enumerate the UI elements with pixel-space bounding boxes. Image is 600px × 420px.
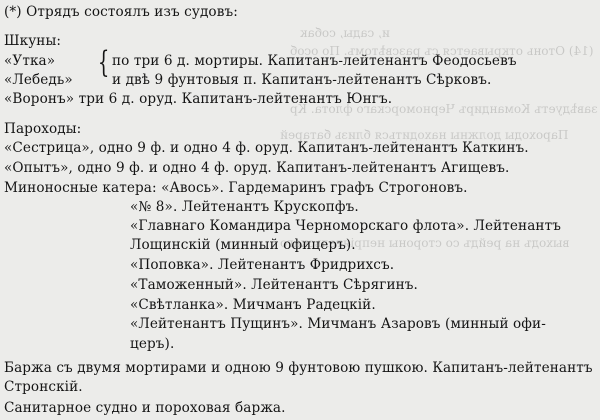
torpedo-boats-line: Миноносные катера: «Авось». Гардемаринъ графъ Строгоновъ. (4, 180, 468, 196)
vessel-popovka: «Поповка». Лейтенантъ Фридрихсъ. (130, 257, 395, 273)
vessel-pushchin: «Лейтенантъ Пущинъ». Мичманъ Азаровъ (минный офи- (130, 316, 546, 332)
footnote-intro: (*) Отрядъ состоялъ изъ судовъ: (4, 4, 238, 20)
vessel-utka-detail: по три 6 д. мортиры. Капитанъ-лейтенантъ Феодосьевъ (112, 53, 517, 69)
sanitary-line: Санитарное судно и пороховая баржа. (4, 400, 286, 416)
grouping-brace: { (97, 45, 110, 80)
vessel-lebed-name: «Лебедь» (4, 72, 73, 88)
stronsky-line: Стронскій. (4, 379, 83, 395)
loshchinsky-line: Лощинскій (минный офицеръ). (130, 237, 356, 253)
vessel-sestritsa: «Сестрица», одно 9 ф. и одно 4 ф. оруд. Капитанъ-лейтенантъ Каткинъ. (4, 140, 529, 156)
bleed-through-line: завѣдуетъ Командиръ Черноморскаго флота. Кр (290, 102, 598, 116)
vessel-voron: «Воронъ» три 6 д. оруд. Капитанъ-лейтенантъ Юнгъ. (4, 91, 393, 107)
vessel-lebed-detail: и двѣ 9 фунтовыя п. Капитанъ-лейтенантъ Сѣрковъ. (112, 72, 492, 88)
vessel-customs: «Таможенный». Лейтенантъ Сѣрягинъ. (130, 277, 418, 293)
bleed-through-line: (14) Отонь открывается съ разсвѣтомъ. По особ (290, 44, 594, 58)
bleed-through-line: и, сады, собак (300, 26, 390, 40)
vessel-commander-boat: «Главнаго Командира Черноморскаго флота». Лейтенантъ (130, 218, 561, 234)
bleed-through-line: выходъ на рейдъ со стороны непріятельскаго (280, 236, 570, 250)
bleed-through-line: Пароходы должны находиться близь батарей (280, 128, 569, 142)
steamers-heading: Пароходы: (4, 121, 82, 137)
barge-line: Баржа съ двумя мортирами и одною 9 фунтовою пушкою. Капитанъ-лейтенантъ (4, 360, 593, 376)
vessel-no8: «№ 8». Лейтенантъ Крускопфъ. (130, 199, 359, 215)
pushchin-continuation: церъ). (130, 336, 175, 352)
vessel-utka-name: «Утка» (4, 53, 56, 69)
schooners-heading: Шкуны: (4, 33, 62, 49)
vessel-opyt: «Опытъ», одно 9 ф. и одно 4 ф. оруд. Капитанъ-лейтенантъ Агищевъ. (4, 160, 510, 176)
vessel-svetlanka: «Свѣтланка». Мичманъ Радецкій. (130, 297, 376, 313)
